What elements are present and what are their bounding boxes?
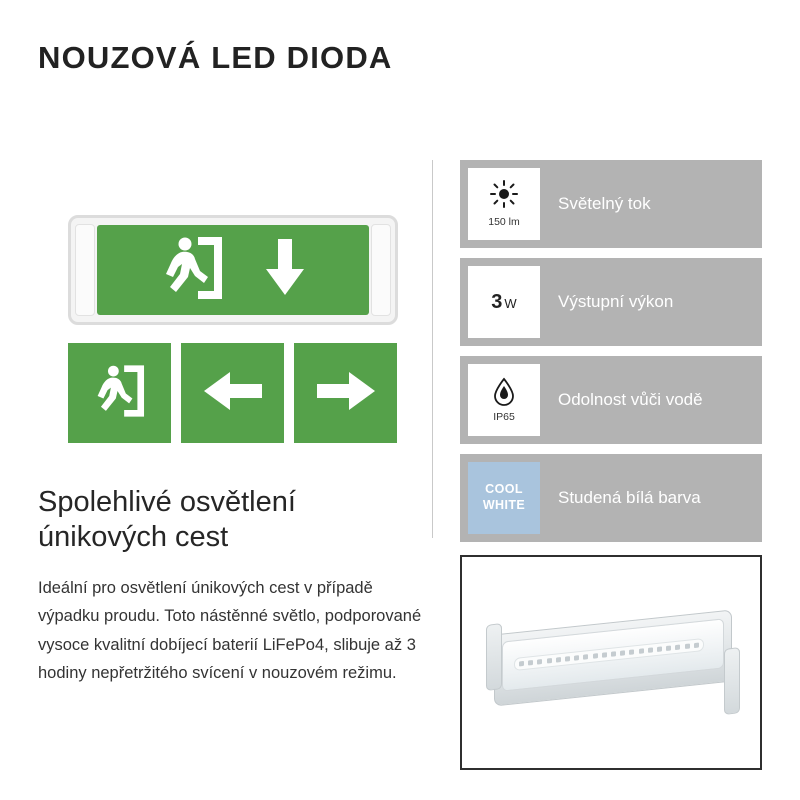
product-photo-panel [460,555,762,770]
cool-white-icon [468,462,540,534]
spec-label: Výstupní výkon [558,292,674,311]
vertical-divider [432,160,433,538]
spec-icon-value-line1: COOL [485,482,523,497]
spec-icon-unit: W [504,295,517,311]
sign-end-cap-left [75,224,95,316]
spec-label: Světelný tok [558,194,651,213]
arrow-left-icon [202,368,264,419]
spec-list [460,160,762,552]
exit-sign-graphic [68,215,398,325]
spec-row-output-power [460,258,762,346]
tile-arrow-left [181,343,284,443]
section-headline: Spolehlivé osvětlení únikových cest [38,486,296,554]
sign-end-cap-right [371,224,391,316]
wattage-icon [468,266,540,338]
spec-label: Odolnost vůči vodě [558,390,703,409]
pictogram-tiles [68,343,428,443]
spec-icon-value-line2: WHITE [482,498,526,512]
section-paragraph: Ideální pro osvětlení únikových cest v případě výpadku proudu. Toto nástěnné světlo, podporované vysoce kvalitní dobíjecí baterií LiFePo4, slibuje až 3 hodiny nepřetržitého svícení v nouzovém režimu. [38,578,422,683]
left-column [38,215,428,688]
lamp-end-cap-right [724,647,740,715]
sun-brightness-icon [468,168,540,240]
arrow-down-icon [262,237,308,304]
water-drop-icon [468,364,540,436]
page-title: NOUZOVÁ LED DIODA [38,40,393,75]
spec-label: Studená bílá barva [558,488,701,507]
spec-icon-value: IP65 [493,411,515,423]
spec-row-luminous-flux [460,160,762,248]
spec-row-color-temperature [460,454,762,542]
tile-arrow-right [294,343,397,443]
sign-green-panel [97,225,369,315]
spec-icon-value: 150 lm [488,216,520,228]
running-man-exit-icon [91,359,149,428]
spec-icon-value: 3 [491,290,503,313]
lamp-end-cap-left [486,623,502,691]
tile-running-man [68,343,171,443]
arrow-right-icon [315,368,377,419]
emergency-led-lamp-photo [484,612,742,712]
spec-row-water-resistance [460,356,762,444]
running-man-exit-icon [158,231,228,310]
